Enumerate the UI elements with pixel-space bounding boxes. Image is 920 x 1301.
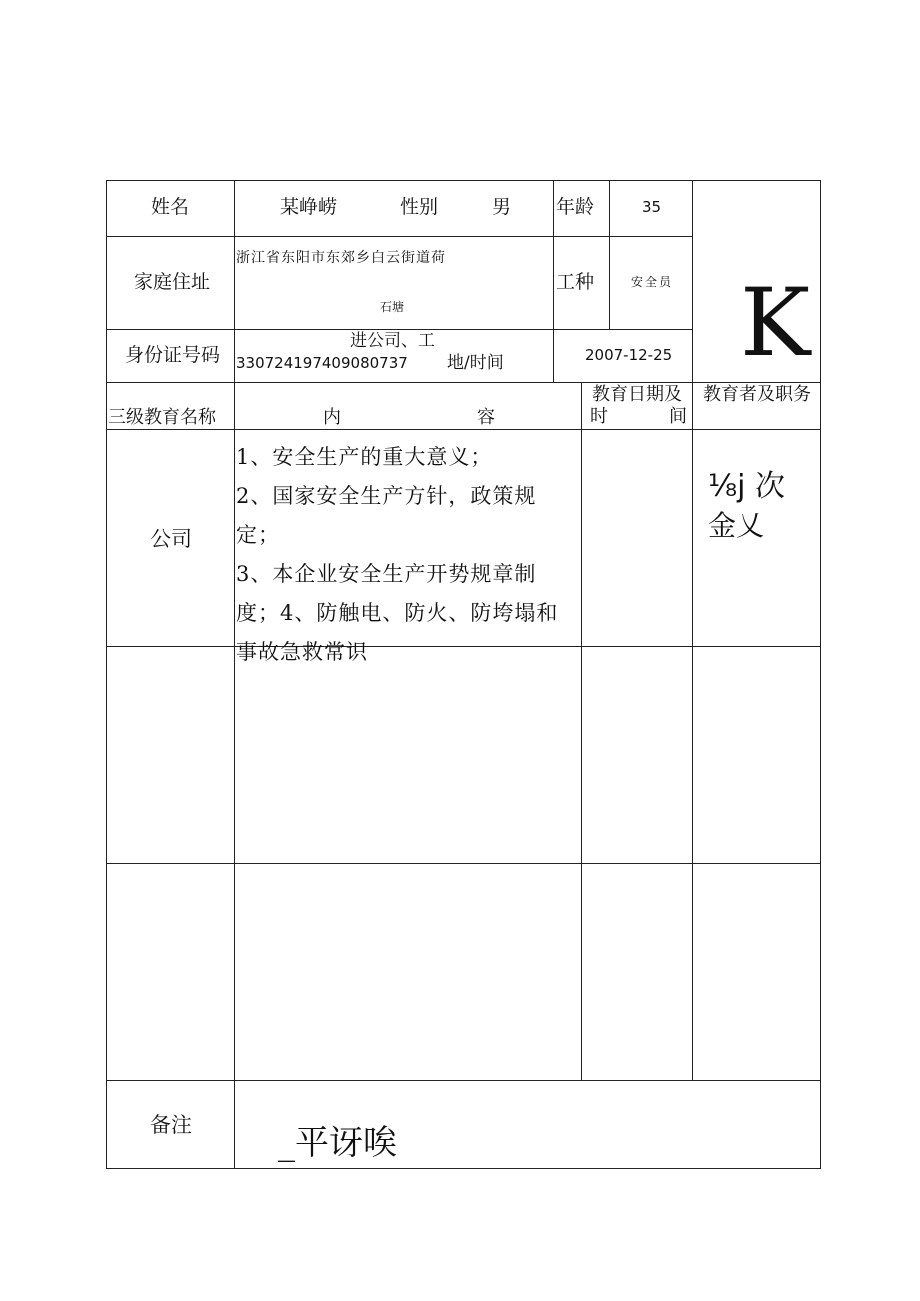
col-divider — [692, 180, 693, 1080]
edu-date-header-line1: 教育日期及 — [592, 384, 682, 405]
edu-date-header-line2b: 间 — [669, 406, 687, 427]
remark-label: 备注 — [150, 1113, 192, 1137]
table-border-top — [106, 180, 821, 181]
gender-label: 性别 — [400, 196, 439, 218]
name-value: 某峥崂 — [280, 196, 338, 218]
row-divider — [106, 1080, 820, 1081]
content-line: 1、安全生产的重大意义； — [236, 445, 493, 469]
photo-mark: K — [740, 269, 811, 378]
table-border-bottom — [106, 1168, 821, 1169]
edu-date-header-line2a: 时 — [590, 406, 608, 427]
address-label: 家庭住址 — [134, 271, 211, 293]
row-divider — [106, 429, 820, 430]
row-divider — [609, 236, 692, 237]
col-divider — [553, 180, 554, 382]
company-label: 公司 — [150, 527, 192, 551]
content-header-left: 内 — [323, 407, 341, 428]
remark-value: _平讶唉 — [278, 1123, 397, 1163]
row-divider — [106, 236, 609, 237]
id-label: 身份证号码 — [125, 344, 221, 366]
job-value: 安全员 — [631, 275, 674, 289]
row-divider — [106, 863, 820, 864]
educator-signature-line1: ⅛j 次 — [708, 469, 785, 504]
content-line: 度；4、防触电、防火、防垮塌和 — [236, 601, 559, 625]
address-line1: 浙江省东阳市东郊乡白云街道荷 — [236, 250, 446, 266]
content-line: 2、国家安全生产方针，政策规 — [236, 484, 537, 508]
job-label: 工种 — [556, 271, 595, 293]
entry-label-line2: 地/时间 — [447, 353, 504, 373]
age-value: 35 — [642, 198, 662, 216]
educator-header: 教育者及职务 — [703, 384, 811, 405]
content-line: 定； — [236, 523, 280, 547]
content-line: 事故急救常识 — [236, 640, 368, 664]
content-header-right: 容 — [477, 407, 495, 428]
educator-signature-line2: 金乂 — [708, 509, 765, 542]
name-label: 姓名 — [151, 196, 190, 218]
gender-value: 男 — [492, 196, 512, 218]
col-divider — [609, 180, 610, 330]
entry-date: 2007-12-25 — [585, 346, 673, 364]
company-content — [236, 438, 582, 664]
address-line2: 石塘 — [380, 300, 405, 314]
age-label: 年龄 — [556, 196, 595, 218]
row-divider — [106, 329, 692, 330]
row-divider — [106, 382, 820, 383]
edu-name-header: 三级教育名称 — [108, 407, 216, 428]
id-value: 330724197409080737 — [236, 354, 408, 372]
table-border-right — [820, 180, 821, 1169]
content-line: 3、本企业安全生产开势规章制 — [236, 562, 537, 586]
entry-label-line1: 进公司、工 — [350, 331, 435, 351]
